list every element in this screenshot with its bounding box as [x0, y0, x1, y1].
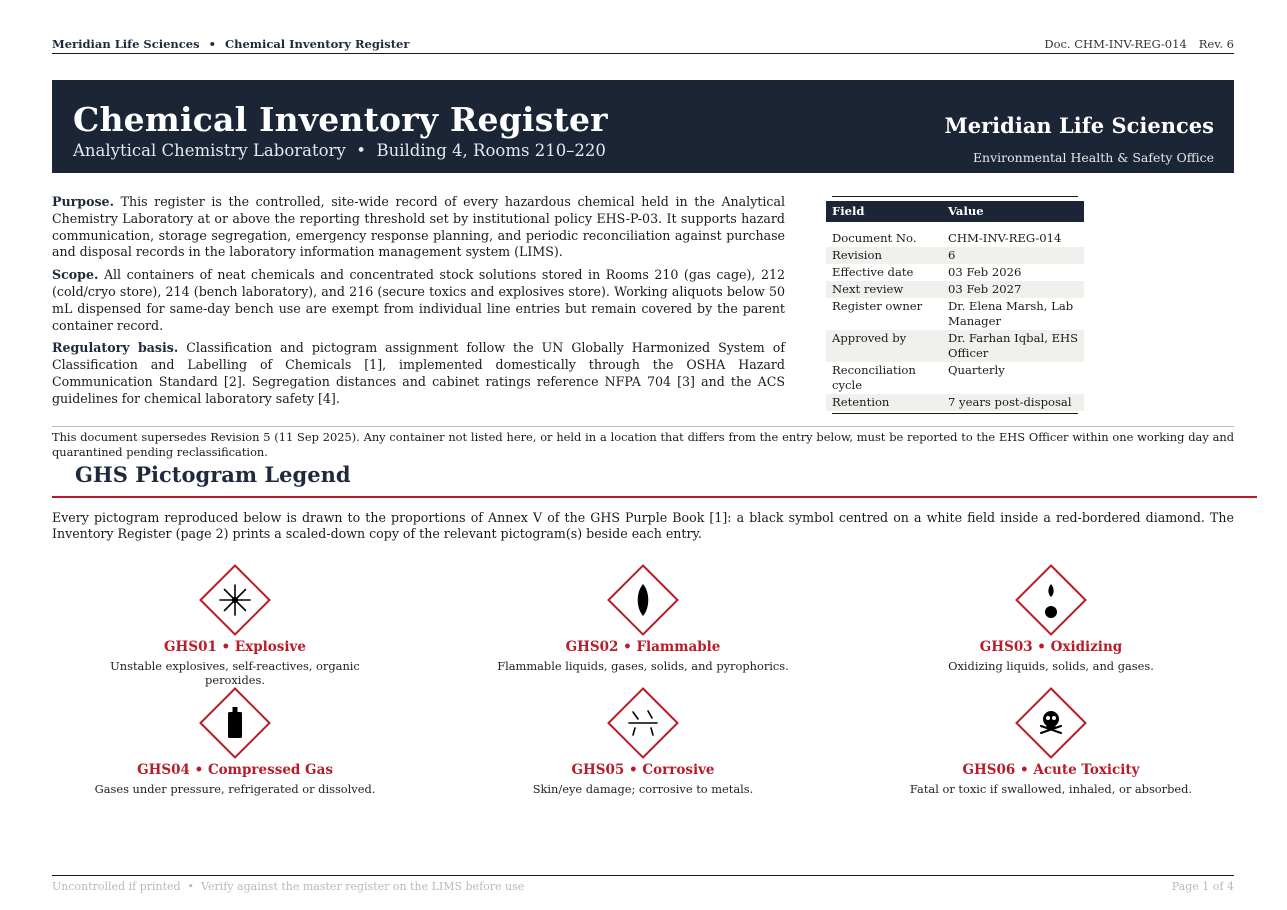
pictogram-code: GHS05 [571, 762, 625, 778]
pictogram-code: GHS04 [137, 762, 190, 778]
intro-section [52, 194, 785, 414]
gas-cylinder-icon [199, 687, 271, 759]
pictogram-description: Skin/eye damage; corrosive to metals. [532, 782, 754, 796]
pictogram-label: GHS06 • Acute Toxicity [962, 762, 1140, 778]
pictogram-name: Corrosive [642, 762, 715, 778]
purpose-label: Purpose. [52, 194, 114, 209]
title-banner [52, 80, 1234, 173]
pictogram-label: GHS03 • Oxidizing [979, 639, 1123, 655]
regulatory-paragraph [52, 340, 785, 407]
pictogram-name: Acute Toxicity [1033, 762, 1140, 778]
table-cell-field: Revision [832, 248, 882, 262]
regulatory-text: Classification and pictogram assignment follow the UN Globally Harmonized System of Classification and Labelling of Chemicals [1], implemented domestically through the OSHA Hazard Communication Standard [2]. Segregation distances and cabinet ratings reference NFPA 704 [3] and the ACS guidelines for chemical laboratory safety [4]. [52, 340, 785, 406]
flame-icon [607, 564, 679, 636]
pictogram-code: GHS02 [565, 639, 619, 655]
running-header-revision: Rev. 6 [1198, 37, 1234, 51]
table-cell-field: Reconciliation cycle [832, 363, 916, 392]
pictogram-ghs03 [901, 564, 1201, 673]
table-header-field: Field [832, 204, 865, 218]
page-subtitle: Analytical Chemistry Laboratory • Building 4, Rooms 210–220 [73, 141, 606, 160]
pictogram-label: GHS01 • Explosive [164, 639, 306, 655]
scope-paragraph [52, 267, 785, 334]
document-metadata-table [826, 196, 1084, 414]
pictogram-description: Unstable explosives, self-reactives, organic peroxides. [110, 659, 360, 687]
pictogram-name: Flammable [636, 639, 721, 655]
table-cell-value: 7 years post-disposal [948, 395, 1072, 409]
purpose-text: This register is the controlled, site-wide record of every hazardous chemical held in the Analytical Chemistry Laboratory at or above the reporting threshold set by institutional policy EHS-P-03. It supports hazard communication, storage segregation, emergency response planning, and periodic reconciliation against purchase and disposal records in the laboratory information management system (LIMS). [52, 194, 785, 260]
pictogram-ghs05 [493, 687, 793, 796]
pictogram-ghs02 [493, 564, 793, 673]
table-cell-field: Retention [832, 395, 890, 409]
pictogram-code: GHS01 [164, 639, 217, 655]
pictogram-label: GHS02 • Flammable [565, 639, 721, 655]
supersede-note: This document supersedes Revision 5 (11 Sep 2025). Any container not listed here, or held in a location that differs from the entry below, must be reported to the EHS Officer within one working day and quarantined pending reclassification. [52, 426, 1234, 460]
pictogram-description: Flammable liquids, gases, solids, and pyrophorics. [497, 659, 789, 673]
running-header [52, 36, 1234, 54]
running-header-doc-title: Chemical Inventory Register [224, 37, 410, 51]
page-footer [52, 875, 1234, 893]
skull-crossbones-icon [1015, 687, 1087, 759]
table-row [826, 281, 1084, 298]
pictogram-name: Compressed Gas [207, 762, 333, 778]
table-cell-field: Effective date [832, 265, 914, 279]
table-cell-field: Approved by [832, 331, 907, 345]
regulatory-label: Regulatory basis. [52, 340, 179, 356]
running-header-separator: • [208, 37, 216, 51]
footer-note: Uncontrolled if printed • Verify against the master register on the LIMS before use [52, 880, 525, 893]
pictogram-ghs04 [85, 687, 385, 796]
purpose-paragraph [52, 194, 785, 261]
table-row [826, 362, 1084, 394]
table-cell-field: Document No. [832, 231, 917, 245]
pictogram-name: Explosive [234, 639, 306, 655]
pictogram-description: Gases under pressure, refrigerated or dissolved. [94, 782, 376, 796]
running-header-doc-no: Doc. CHM-INV-REG-014 [1044, 37, 1187, 51]
running-header-org: Meridian Life Sciences [52, 37, 200, 51]
corrosion-icon [607, 687, 679, 759]
table-header-value: Value [948, 204, 984, 218]
table-cell-value: 6 [948, 248, 956, 262]
banner-office: Environmental Health & Safety Office [972, 150, 1214, 165]
scope-text: All containers of neat chemicals and concentrated stock solutions stored in Rooms 210 (gas cage), 212 (cold/cryo store), 214 (bench laboratory), and 216 (secure toxics and explosives store). Working aliquots below 50 mL dispensed for same-day bench use are exempt from individual line entries but remain covered by the parent container record. [52, 267, 785, 333]
table-row [826, 298, 1084, 330]
table-cell-value: Quarterly [948, 363, 1005, 377]
table-row [826, 264, 1084, 281]
pictogram-ghs01 [85, 564, 385, 687]
running-header-right [1044, 37, 1234, 51]
flame-over-circle-icon [1015, 564, 1087, 636]
pictogram-code: GHS03 [979, 639, 1033, 655]
scope-label: Scope. [52, 267, 99, 283]
pictogram-name: Oxidizing [1050, 639, 1123, 655]
table-cell-value: Dr. Farhan Iqbal, EHS Officer [948, 331, 1079, 360]
table-top-rule [832, 196, 1078, 197]
section-divider [52, 496, 1257, 498]
page-number: Page 1 of 4 [1171, 880, 1234, 893]
legend-section-title: GHS Pictogram Legend [75, 462, 351, 487]
pictogram-label: GHS05 • Corrosive [571, 762, 715, 778]
table-cell-field: Next review [832, 282, 904, 296]
table-row [826, 394, 1084, 411]
table-row [826, 330, 1084, 362]
table-row [826, 230, 1084, 247]
pictogram-ghs06 [901, 687, 1201, 796]
pictogram-code: GHS06 [962, 762, 1016, 778]
running-header-left [52, 37, 409, 51]
table-cell-value: 03 Feb 2026 [948, 265, 1022, 279]
table-header-row [826, 201, 1084, 222]
banner-organization: Meridian Life Sciences [944, 113, 1214, 138]
table-cell-value: Dr. Elena Marsh, Lab Manager [948, 299, 1074, 328]
table-bottom-rule [832, 413, 1078, 414]
table-row [826, 247, 1084, 264]
table-cell-value: CHM-INV-REG-014 [948, 231, 1062, 245]
pictogram-description: Oxidizing liquids, solids, and gases. [948, 659, 1154, 673]
pictogram-description: Fatal or toxic if swallowed, inhaled, or absorbed. [909, 782, 1193, 796]
legend-intro: Every pictogram reproduced below is drawn to the proportions of Annex V of the GHS Purple Book [1]: a black symbol centred on a white field inside a red-bordered diamond. The Inventory Register (page 2) prints a scaled-down copy of the relevant pictogram(s) beside each entry. [52, 510, 1234, 541]
pictogram-label: GHS04 • Compressed Gas [137, 762, 333, 778]
table-cell-field: Register owner [832, 299, 923, 313]
page-title: Chemical Inventory Register [73, 100, 608, 139]
exploding-bomb-icon [199, 564, 271, 636]
table-cell-value: 03 Feb 2027 [948, 282, 1022, 296]
